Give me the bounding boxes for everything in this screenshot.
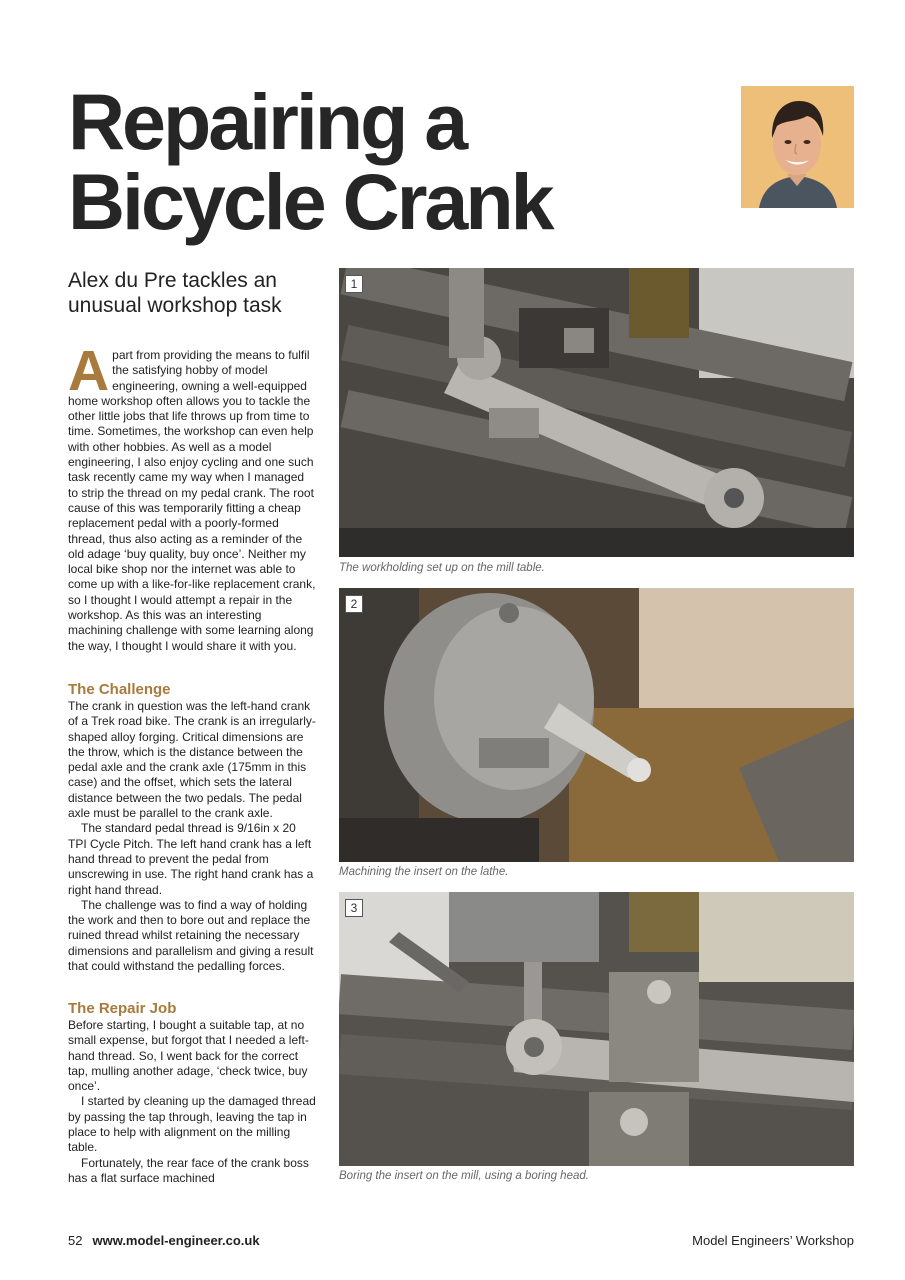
figure-2-image [339, 588, 854, 862]
figure-3-image [339, 892, 854, 1166]
section-the-challenge [68, 681, 316, 974]
figure-1-image [339, 268, 854, 557]
website-url: www.model-engineer.co.uk [92, 1233, 260, 1248]
magazine-name: Model Engineers’ Workshop [692, 1233, 854, 1248]
article-title [68, 77, 708, 246]
drop-cap: A [68, 339, 110, 403]
title-line-2: Bicycle Crank [68, 157, 552, 246]
body-paragraph: Fortunately, the rear face of the crank boss has a flat surface machined [68, 1155, 309, 1185]
intro-paragraph [68, 339, 316, 654]
figure-3-caption: Boring the insert on the mill, using a boring head. [339, 1170, 589, 1182]
page-number: 52 [68, 1233, 83, 1248]
figure-3-photo [339, 892, 854, 1166]
figure-2-caption: Machining the insert on the lathe. [339, 866, 509, 878]
footer-left [68, 1233, 260, 1248]
body-paragraph: The standard pedal thread is 9/16in x 20 TPI Cycle Pitch. The left hand crank has a left hand thread to prevent the pedal from unscrewing in use. The right hand crank has a right hand thread. [68, 821, 314, 897]
figure-1-photo [339, 268, 854, 557]
figure-number: 3 [345, 899, 363, 917]
section-the-repair-job [68, 1000, 316, 1186]
section-heading: The Challenge [68, 681, 171, 698]
figure-number: 2 [345, 595, 363, 613]
figure-number: 1 [345, 275, 363, 293]
title-line-1: Repairing a [68, 77, 466, 166]
author-portrait-image [741, 86, 854, 208]
body-paragraph: The crank in question was the left-hand crank of a Trek road bike. The crank is an irregularly-shaped alloy forging. Critical dimensions are the throw, which is the distance between the pedal axle and the crank axle (175mm in this case) and the offset, which sets the lateral distance between the two pedals. The pedal axle must be parallel to the crank axle. [68, 699, 316, 821]
figure-1-caption: The workholding set up on the mill table. [339, 562, 545, 574]
body-paragraph: I started by cleaning up the damaged thread by passing the tap through, leaving the tap in place to help with alignment on the milling table. [68, 1094, 316, 1155]
author-portrait [741, 86, 854, 208]
section-heading: The Repair Job [68, 1000, 177, 1017]
body-paragraph: The challenge was to find a way of holding the work and then to bore out and replace the ruined thread whilst retaining the necessary dimensions and parallelism and giving a result that could withstand the pedalling forces. [68, 897, 314, 974]
body-paragraph: Before starting, I bought a suitable tap, at no small expense, but forgot that I needed a left-hand thread. So, I went back for the correct tap, mulling another adage, ‘check twice, buy once’. [68, 1018, 309, 1094]
article-subtitle: Alex du Pre tackles an unusual workshop task [68, 269, 282, 317]
figure-2-photo [339, 588, 854, 862]
intro-text: part from providing the means to fulfil the satisfying hobby of model engineering, owning a well-equipped home workshop often allows you to tackle the other little jobs that life throws up from time to time. Sometimes, the workshop can even help with other hobbies. As well as a model engineering, I also enjoy cycling and one such task recently came my way when I managed to strip the thread on my pedal crank. The root cause of this was temporarily fitting a cheap replacement pedal with a poorly-formed thread, thus also acting as a reminder of the old adage ‘buy quality, buy once’. Neither my local bike shop nor the internet was able to come up with a like-for-like replacement crank, so I thought I would attempt a repair in the workshop. As this was an interesting machining challenge with some learning along the way, I thought I would share it with you. [68, 348, 316, 653]
